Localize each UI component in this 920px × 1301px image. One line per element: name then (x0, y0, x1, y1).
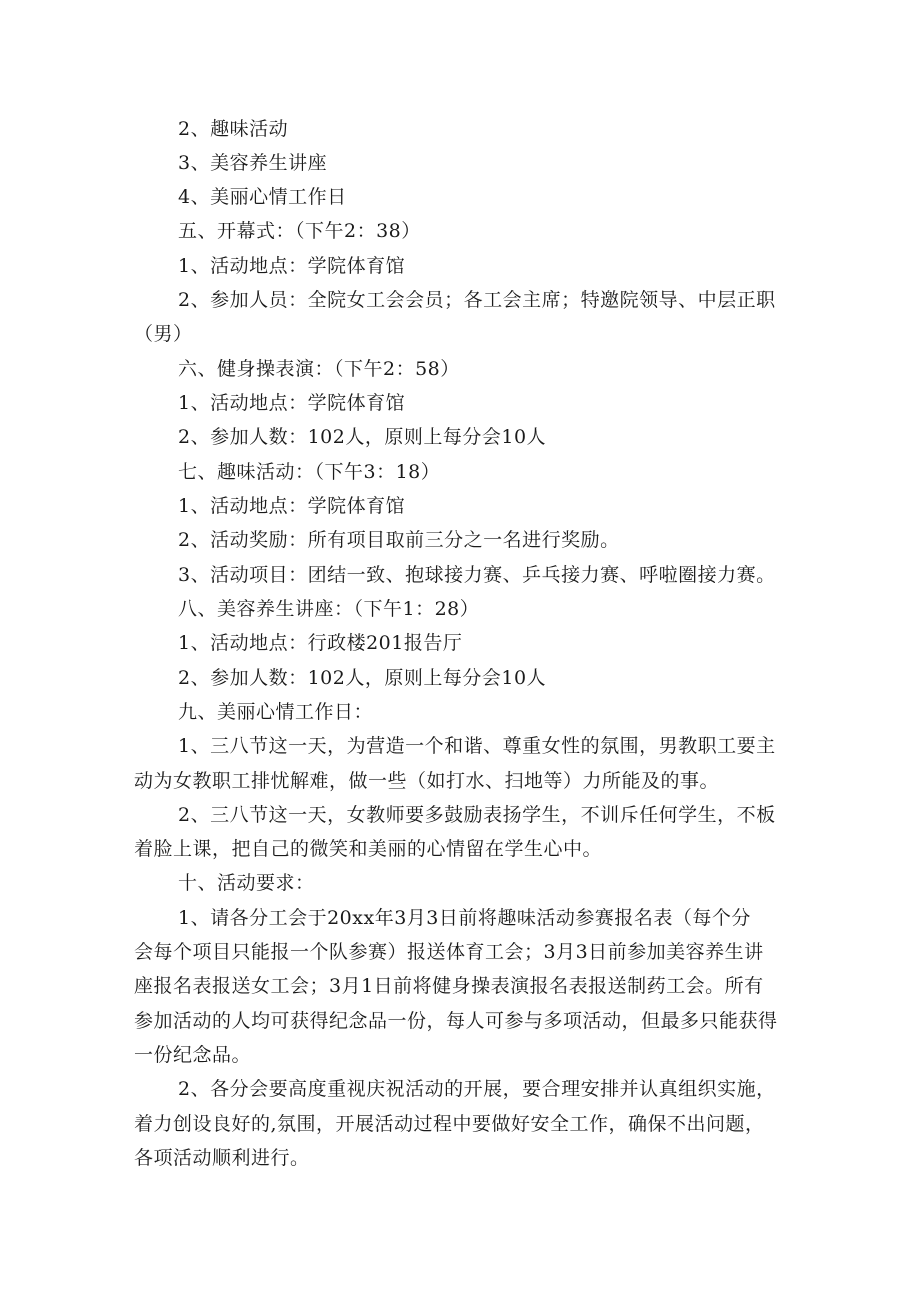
section-heading: 九、美丽心情工作日： (178, 701, 374, 723)
text-line: 着力创设良好的,氛围，开展活动过程中要做好安全工作，确保不出问题， (134, 1113, 765, 1135)
text-line: 2、活动奖励：所有项目取前三分之一名进行奖励。 (178, 529, 620, 551)
text-line: 1、活动地点：行政楼201报告厅 (178, 632, 463, 654)
text-line: 2、各分会要高度重视庆祝活动的开展，要合理安排并认真组织实施， (178, 1078, 776, 1100)
text-line: 参加活动的人均可获得纪念品一份，每人可参与多项活动，但最多只能获得 (134, 1010, 778, 1032)
text-line: 各项活动顺利进行。 (134, 1147, 310, 1169)
text-line: 1、活动地点：学院体育馆 (178, 495, 406, 517)
text-line: 会每个项目只能报一个队参赛）报送体育工会；3月3日前参加美容养生讲 (134, 941, 764, 963)
text-line: 4、美丽心情工作日 (178, 186, 347, 208)
section-heading: 五、开幕式：（下午2：38） (178, 220, 421, 242)
text-line: 2、三八节这一天，女教师要多鼓励表扬学生，不训斥任何学生，不板 (178, 804, 776, 826)
text-line: 1、请各分工会于20xx年3月3日前将趣味活动参赛报名表（每个分 (178, 907, 751, 929)
text-line: 座报名表报送女工会；3月1日前将健身操表演报名表报送制药工会。所有 (134, 975, 764, 997)
section-heading: 十、活动要求： (178, 872, 315, 894)
text-line: 3、活动项目：团结一致、抱球接力赛、乒乓接力赛、呼啦圈接力赛。 (178, 564, 776, 586)
text-line: 1、活动地点：学院体育馆 (178, 255, 406, 277)
section-heading: 八、美容养生讲座：（下午1：28） (178, 598, 480, 620)
text-line: 1、活动地点：学院体育馆 (178, 392, 406, 414)
text-line: 3、美容养生讲座 (178, 152, 328, 174)
text-line: 2、参加人员：全院女工会会员；各工会主席；特邀院领导、中层正职 (178, 289, 776, 311)
text-line: 一份纪念品。 (134, 1044, 252, 1066)
text-line: 着脸上课，把自己的微笑和美丽的心情留在学生心中。 (134, 838, 603, 860)
text-line: 2、趣味活动 (178, 118, 289, 140)
text-line: 1、三八节这一天，为营造一个和谐、尊重女性的氛围，男教职工要主 (178, 735, 776, 757)
section-heading: 六、健身操表演：（下午2：58） (178, 358, 460, 380)
section-heading: 七、趣味活动：（下午3：18） (178, 461, 441, 483)
text-line: （男） (134, 323, 193, 345)
text-line: 2、参加人数：102人，原则上每分会10人 (178, 667, 547, 689)
text-line: 动为女教职工排忧解难，做一些（如打水、扫地等）力所能及的事。 (134, 770, 720, 792)
text-line: 2、参加人数：102人，原则上每分会10人 (178, 426, 547, 448)
